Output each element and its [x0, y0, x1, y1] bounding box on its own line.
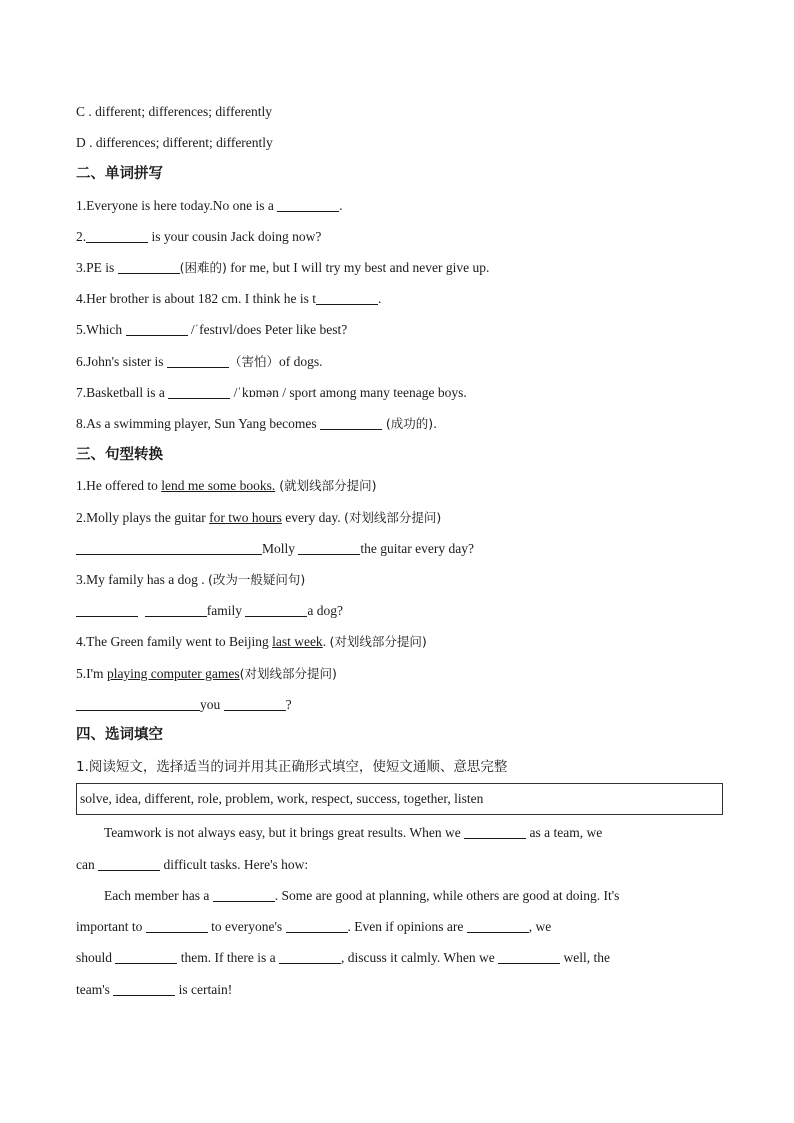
answer-blank[interactable] [76, 603, 138, 617]
transform-q2-answer: Molly the guitar every day? [76, 540, 474, 558]
passage-line-4: important to to everyone's . Even if opinions are , we [76, 919, 552, 934]
answer-blank[interactable] [277, 198, 339, 212]
word-bank-box: solve, idea, different, role, problem, work, respect, success, together, listen [76, 783, 723, 815]
spelling-q6: 6.John's sister is （害怕）of dogs. [76, 354, 323, 369]
passage-line-3: Each member has a . Some are good at planning, while others are good at doing. It's [104, 888, 620, 903]
spelling-q4: 4.Her brother is about 182 cm. I think he is t . [76, 291, 382, 306]
answer-blank[interactable] [167, 354, 229, 368]
transform-q3: 3.My family has a dog . (改为一般疑问句) [76, 572, 306, 587]
answer-blank[interactable] [320, 416, 382, 430]
answer-blank[interactable] [316, 291, 378, 305]
answer-blank[interactable] [146, 919, 208, 933]
answer-blank[interactable] [498, 950, 560, 964]
passage-line-6: team's is certain! [76, 982, 233, 997]
answer-blank[interactable] [298, 541, 360, 555]
answer-blank[interactable] [213, 888, 275, 902]
answer-blank[interactable] [224, 697, 286, 711]
answer-blank[interactable] [98, 857, 160, 871]
answer-blank[interactable] [467, 919, 529, 933]
answer-blank[interactable] [115, 950, 177, 964]
answer-blank[interactable] [145, 603, 207, 617]
spelling-q1: 1.Everyone is here today.No one is a . [76, 198, 343, 213]
transform-q3-answer: family a dog? [76, 602, 343, 620]
answer-blank[interactable] [279, 950, 341, 964]
answer-blank[interactable] [126, 322, 188, 336]
answer-blank[interactable] [76, 697, 200, 711]
answer-blank[interactable] [76, 541, 262, 555]
answer-blank[interactable] [86, 229, 148, 243]
spelling-q7: 7.Basketball is a /ˈkɒmən / sport among many teenage boys. [76, 385, 467, 400]
answer-blank[interactable] [118, 260, 180, 274]
spelling-q8: 8.As a swimming player, Sun Yang becomes (成功的). [76, 416, 438, 431]
section-4-heading: 四、选词填空 [76, 727, 163, 743]
section-4-instruction: 1.阅读短文，选择适当的词并用其正确形式填空，使短文通顺、意思完整 [76, 759, 508, 775]
transform-q5-answer: you ? [76, 696, 292, 714]
answer-blank[interactable] [464, 825, 526, 839]
answer-blank[interactable] [168, 385, 230, 399]
passage-line-5: should them. If there is a , discuss it calmly. When we well, the [76, 950, 610, 965]
transform-q1: 1.He offered to lend me some books. (就划线部分提问) [76, 478, 377, 493]
section-3-heading: 三、句型转换 [76, 447, 163, 463]
answer-blank[interactable] [113, 982, 175, 996]
spelling-q5: 5.Which /ˈfestɪvl/does Peter like best? [76, 322, 348, 337]
passage-line-1: Teamwork is not always easy, but it brings great results. When we as a team, we [104, 825, 603, 840]
transform-q2: 2.Molly plays the guitar for two hours every day. (对划线部分提问) [76, 510, 442, 525]
option-d: D . differences; different; differently [76, 135, 273, 150]
spelling-q2: 2. is your cousin Jack doing now? [76, 229, 322, 244]
answer-blank[interactable] [245, 603, 307, 617]
answer-blank[interactable] [286, 919, 348, 933]
spelling-q3: 3.PE is (困难的) for me, but I will try my best and never give up. [76, 260, 490, 275]
transform-q5: 5.I'm playing computer games(对划线部分提问) [76, 666, 337, 681]
option-c: C . different; differences; differently [76, 104, 273, 119]
section-2-heading: 二、单词拼写 [76, 166, 163, 182]
transform-q4: 4.The Green family went to Beijing last week. (对划线部分提问) [76, 634, 427, 649]
passage-line-2: can difficult tasks. Here's how: [76, 857, 309, 872]
